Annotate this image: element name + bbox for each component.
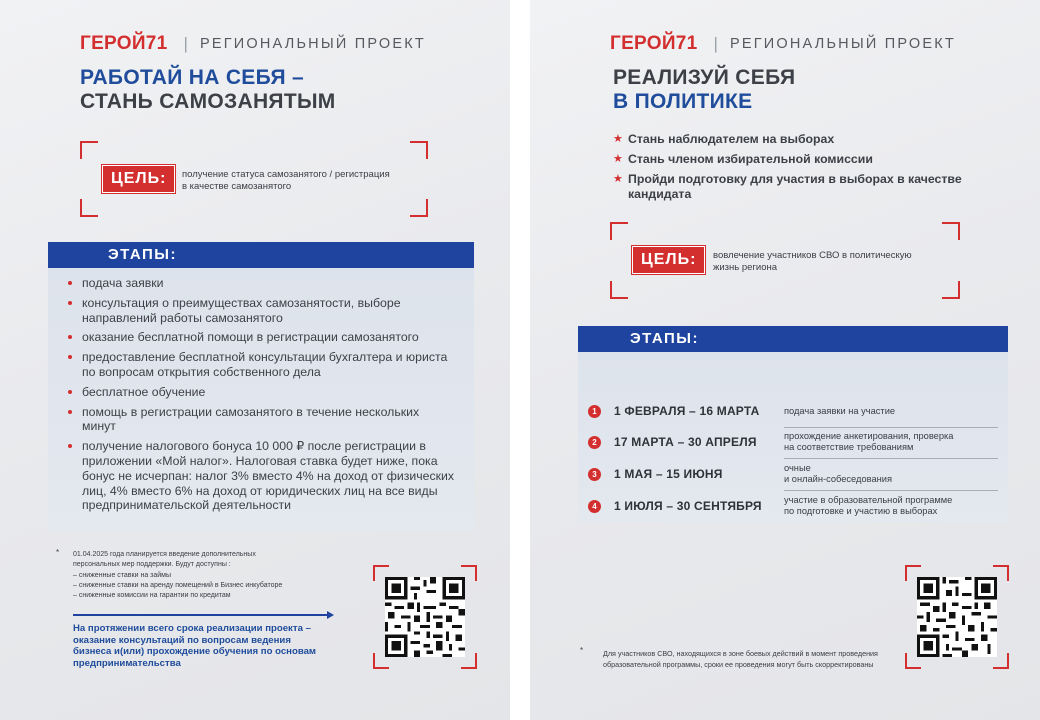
bullet-dot-icon xyxy=(68,335,72,339)
step-number-badge: 3 xyxy=(588,468,601,481)
brand-separator: | xyxy=(713,34,718,53)
qr-code-frame[interactable] xyxy=(373,565,477,669)
list-item: ★ Стань членом избирательной комиссии xyxy=(613,152,873,166)
step-date: 1 ИЮЛЯ – 30 СЕНТЯБРЯ xyxy=(614,499,762,513)
step-number-badge: 1 xyxy=(588,405,601,418)
brand-logo: ГЕРОЙ71 xyxy=(610,33,698,54)
step-number-badge: 4 xyxy=(588,500,601,513)
headline-line2: СТАНЬ САМОЗАНЯТЫМ xyxy=(80,90,336,113)
brand-project-label: РЕГИОНАЛЬНЫЙ ПРОЕКТ xyxy=(729,36,956,52)
footnote-star: * xyxy=(56,548,60,557)
footnote-text: 01.04.2025 года планируется введение дополнительных персональных мер поддержки. Будут доступны : – сниженные ставки на займы – сниженные ставки на аренду помещений в Бизнес инкубаторе – сниженные комиссии на гарантии по кредитам xyxy=(73,551,283,600)
bullet-dot-icon xyxy=(68,444,72,448)
bullet-dot-icon xyxy=(68,301,72,305)
step-description: очные и онлайн-собеседования xyxy=(784,463,892,484)
footnote-star: * xyxy=(580,646,584,655)
left-flyer xyxy=(0,0,510,720)
list-item: консультация о преимуществах самозанятости, выборе направлений работы самозанятого xyxy=(68,296,456,326)
bullet-dot-icon xyxy=(68,355,72,359)
brand-header xyxy=(80,33,426,55)
arrow-right-icon xyxy=(327,611,334,619)
page-title xyxy=(613,66,795,114)
list-item: ★ Пройди подготовку для участия в выборах в качестве кандидата xyxy=(613,172,962,201)
list-item: ★ Стань наблюдателем на выборах xyxy=(613,132,835,146)
list-item: бесплатное обучение xyxy=(68,385,456,400)
stage-row xyxy=(588,492,998,523)
stage-row xyxy=(588,428,998,459)
star-icon: ★ xyxy=(613,153,623,165)
brand-logo: ГЕРОЙ71 xyxy=(80,33,168,54)
list-item: предоставление бесплатной консультации бухгалтера и юриста по вопросам открытия собственного дела xyxy=(68,350,456,380)
stages-panel xyxy=(48,242,474,532)
step-description: подача заявки на участие xyxy=(784,406,896,416)
step-date: 1 МАЯ – 15 ИЮНЯ xyxy=(614,467,723,481)
goal-badge: ЦЕЛЬ: xyxy=(632,246,705,274)
headline-line1: РАБОТАЙ НА СЕБЯ – xyxy=(80,66,304,89)
page-title xyxy=(80,66,336,114)
brand-header xyxy=(610,33,956,55)
bullet-dot-icon xyxy=(68,390,72,394)
stages-title: ЭТАПЫ: xyxy=(578,326,1008,352)
star-icon: ★ xyxy=(613,133,623,145)
goal-text: получение статуса самозанятого / регистрация в качестве самозанятого xyxy=(182,169,390,192)
goal-text: вовлечение участников СВО в политическую жизнь региона xyxy=(713,250,912,273)
right-flyer xyxy=(530,0,1040,720)
qr-code-icon[interactable] xyxy=(385,577,465,657)
step-number-badge: 2 xyxy=(588,436,601,449)
star-icon: ★ xyxy=(613,173,623,185)
stages-panel xyxy=(578,326,1008,522)
qr-code-frame[interactable] xyxy=(905,565,1009,669)
bullet-dot-icon xyxy=(68,410,72,414)
footnote-text: Для участников СВО, находящихся в зоне боевых действий в момент проведения образовательной программы, сроки ее проведения могут быть скорректированы xyxy=(603,649,878,669)
brand-separator: | xyxy=(183,34,188,53)
list-item: помощь в регистрации самозанятого в течение нескольких минут xyxy=(68,405,456,435)
stages-body xyxy=(48,268,474,532)
list-item: оказание бесплатной помощи в регистрации самозанятого xyxy=(68,330,456,345)
goal-badge: ЦЕЛЬ: xyxy=(102,165,175,193)
goal-frame xyxy=(80,141,428,217)
stages-list xyxy=(48,268,474,513)
headline-line2: В ПОЛИТИКЕ xyxy=(613,90,753,113)
step-description: прохождение анкетирования, проверка на соответствие требованиям xyxy=(784,431,954,452)
stage-row xyxy=(588,460,998,491)
divider xyxy=(784,458,998,459)
list-item: подача заявки xyxy=(68,276,456,291)
stage-row xyxy=(588,397,998,428)
brand-project-label: РЕГИОНАЛЬНЫЙ ПРОЕКТ xyxy=(199,36,426,52)
action-list xyxy=(613,132,973,207)
step-date: 17 МАРТА – 30 АПРЕЛЯ xyxy=(614,435,757,449)
list-item: получение налогового бонуса 10 000 ₽ после регистрации в приложении «Мой налог». Налоговая ставка будет ниже, пока бонус не исчерпан: налог 3% вместо 4% на доход от физических лиц, 4% вместо 6% на доход от юридических лиц на все виды предпринимательской деятельности xyxy=(68,439,456,513)
arrow-line xyxy=(73,614,329,616)
consulting-note: На протяжении всего срока реализации проекта – оказание консультаций по вопросам ведения бизнеса и(или) прохождение обучения по основам предпринимательства xyxy=(73,623,317,669)
stages-body xyxy=(578,352,1008,522)
step-date: 1 ФЕВРАЛЯ – 16 МАРТА xyxy=(614,404,760,418)
bullet-dot-icon xyxy=(68,281,72,285)
divider xyxy=(784,490,998,491)
stages-title: ЭТАПЫ: xyxy=(48,242,474,268)
goal-frame xyxy=(610,222,960,299)
step-description: участие в образовательной программе по подготовке и участию в выборах xyxy=(784,495,953,516)
headline-line1: РЕАЛИЗУЙ СЕБЯ xyxy=(613,66,796,89)
qr-code-icon[interactable] xyxy=(917,577,997,657)
